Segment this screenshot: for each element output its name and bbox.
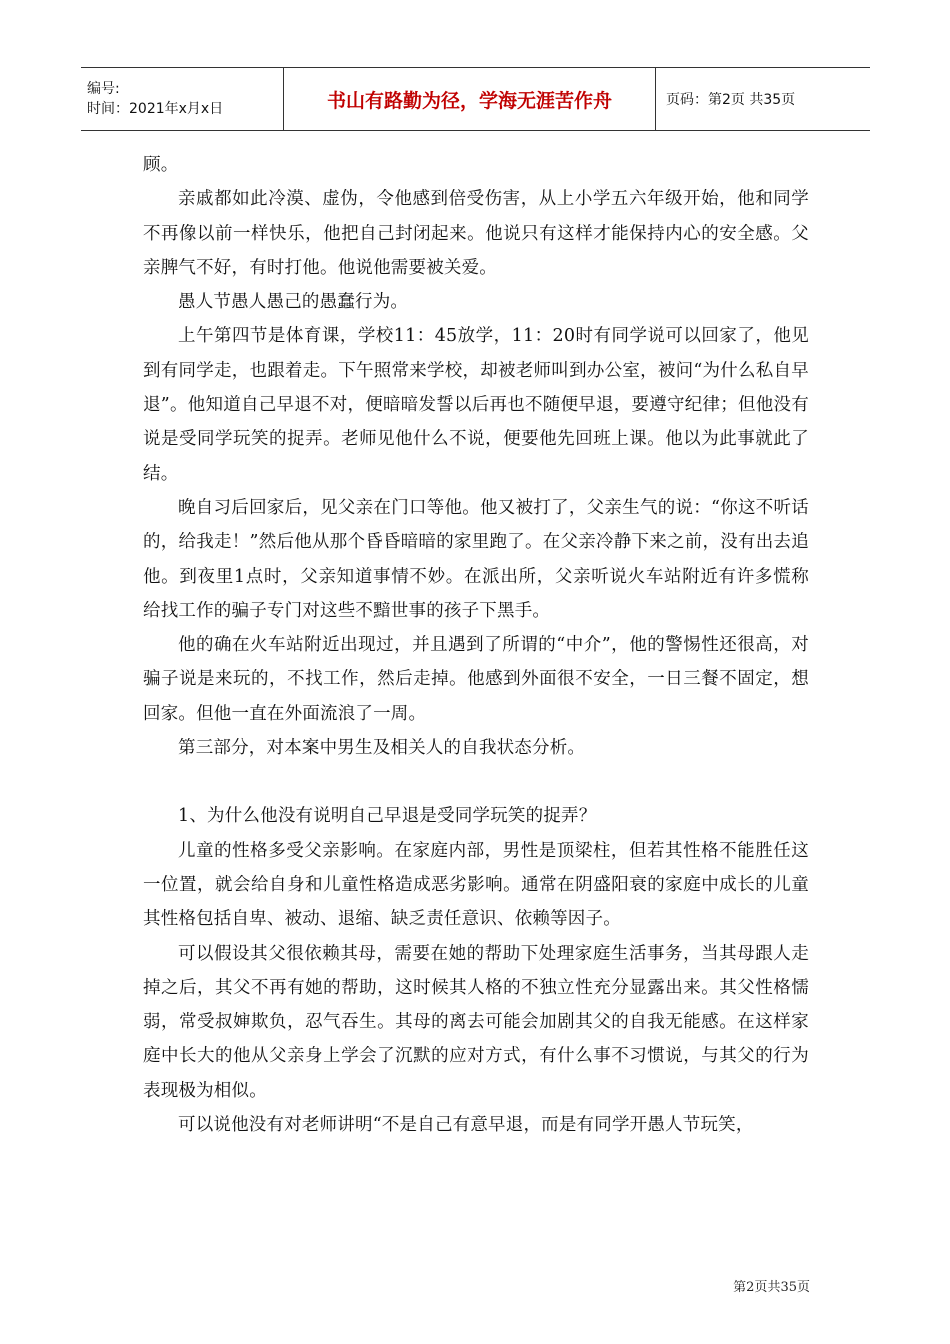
paragraph: 上午第四节是体育课，学校11：45放学，11：20时有同学说可以回家了，他见到有同学走，也跟着走。下午照常来学校，却被老师叫到办公室，被问“为什么私自早退”。他知道自己早退不对，便暗暗发誓以后再也不随便早退，要遵守纪律；但他没有说是受同学玩笑的捉弄。老师见他什么不说，便要他先回班上课。他以为此事就此了结。	[143, 326, 809, 484]
paragraph: 儿童的性格多受父亲影响。在家庭内部，男性是顶梁柱，但若其性格不能胜任这一位置，就会给自身和儿童性格造成恶劣影响。通常在阴盛阳衰的家庭中成长的儿童其性格包括自卑、被动、退缩、缺乏责任意识、依赖等因子。	[143, 840, 809, 930]
header-page-info	[656, 68, 870, 130]
header-meta	[81, 68, 284, 130]
document-body	[143, 148, 809, 1142]
page-footer	[700, 1276, 810, 1295]
motto-text: 书山有路勤为径，学海无涯苦作舟	[326, 89, 612, 112]
paragraph: 晚自习后回家后，见父亲在门口等他。他又被打了，父亲生气的说：“你这不听话的，给我走！”然后他从那个昏昏暗暗的家里跑了。在父亲冷静下来之前，没有出去追他。到夜里1点时，父亲知道事情不妙。在派出所，父亲听说火车站附近有许多慌称给找工作的骗子专门对这些不黯世事的孩子下黑手。	[143, 497, 809, 621]
header-motto	[284, 68, 656, 130]
paragraph: 可以假设其父很依赖其母，需要在她的帮助下处理家庭生活事务，当其母跟人走掉之后，其父不再有她的帮助，这时候其人格的不独立性充分显露出来。其父性格懦弱，常受叔婶欺负，忍气吞生。其母的离去可能会加剧其父的自我无能感。在这样家庭中长大的他从父亲身上学会了沉默的应对方式，有什么事不习惯说，与其父的行为表现极为相似。	[143, 943, 809, 1101]
section-heading: 第三部分，对本案中男生及相关人的自我状态分析。	[178, 738, 586, 759]
footer-page-number: 第2页共35页	[733, 1280, 810, 1295]
header-page-label: 页码：第2页 共35页	[666, 92, 796, 108]
paragraph: 顾。	[143, 155, 179, 175]
question-heading: 1、为什么他没有说明自己早退是受同学玩笑的捉弄？	[178, 806, 597, 827]
number-label: 编号:	[87, 81, 120, 97]
page-header	[81, 67, 870, 131]
blank-line	[143, 765, 809, 799]
paragraph: 亲戚都如此冷漠、虚伪，令他感到倍受伤害，从上小学五六年级开始，他和同学不再像以前一样快乐，他把自己封闭起来。他说只有这样才能保持内心的安全感。父亲脾气不好，有时打他。他说他需要被关爱。	[143, 189, 809, 278]
paragraph: 愚人节愚人愚己的愚蠢行为。	[178, 292, 409, 313]
paragraph: 他的确在火车站附近出现过，并且遇到了所谓的“中介”，他的警惕性还很高，对骗子说是来玩的，不找工作，然后走掉。他感到外面很不安全，一日三餐不固定，想回家。但他一直在外面流浪了一周。	[143, 635, 809, 724]
time-label: 时间：2021年x月x日	[87, 101, 224, 117]
paragraph: 可以说他没有对老师讲明“不是自己有意早退，而是有同学开愚人节玩笑，	[178, 1115, 754, 1136]
